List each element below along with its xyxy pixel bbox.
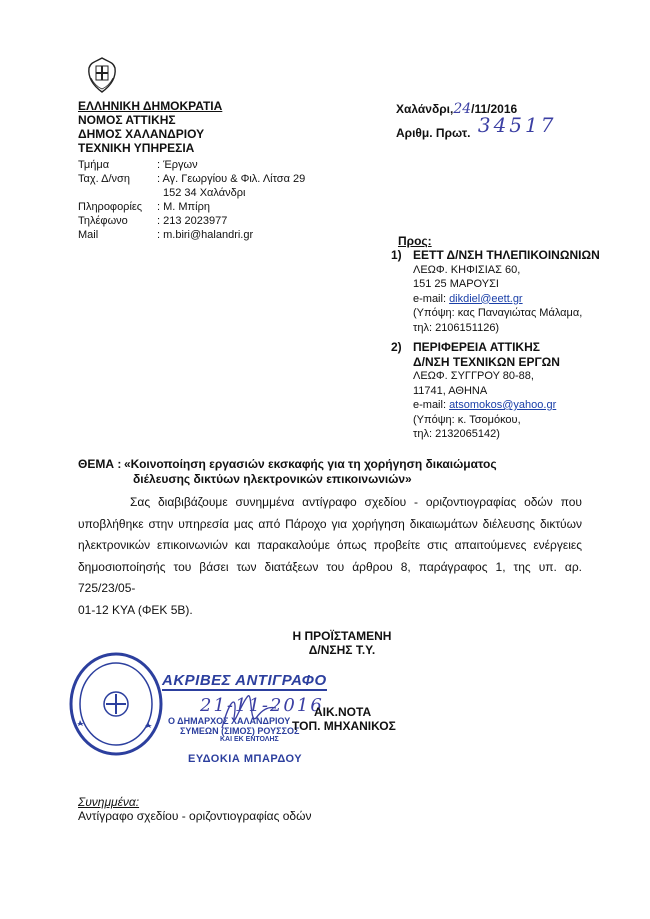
recipient-2-email-link[interactable]: atsomokos@yahoo.gr: [449, 399, 557, 411]
issuer-department: ΤΕΧΝΙΚΗ ΥΠΗΡΕΣΙΑ: [78, 141, 195, 155]
contact-table: [78, 158, 305, 242]
contact-value: 152 34 Χαλάνδρι: [163, 187, 246, 199]
contact-label: Τμήμα: [78, 159, 110, 171]
recipient-1-email-row: [413, 292, 600, 307]
signatory-title-1: Η ΠΡΟΪΣΤΑΜΕΝΗ: [292, 629, 392, 643]
stamp-title: ΑΚΡΙΒΕΣ ΑΝΤΙΓΡΑΦΟ: [162, 672, 327, 689]
recipient-1-email-link[interactable]: dikdiel@eett.gr: [449, 292, 523, 305]
body-line: ηλεκτρονικών επικοινωνιών και παρακαλούμε όπως προβείτε στις απαιτούμενες ενέργειες: [78, 538, 582, 552]
body-line: υποβλήθηκε στην υπηρεσία μας από Πάροχο για χορήγηση δικαιωμάτων διέλευσης δικτύων: [78, 516, 582, 531]
contact-label: Mail: [78, 229, 99, 241]
recipient-1-phone: τηλ: 2106151126): [413, 321, 500, 334]
recipient-2-email-row: [413, 398, 560, 413]
municipal-seal-stamp: [66, 650, 166, 758]
signatory-name: ΑΙΚ.ΝΟΤΑ: [314, 705, 372, 719]
signatory-role: ΤΟΠ. ΜΗΧΑΝΙΚΟΣ: [292, 719, 396, 733]
body-line: Σας διαβιβάζουμε συνημμένα αντίγραφο σχεδίου - οριζοντιογραφίας οδών που: [130, 495, 582, 509]
stamp-line-1: Ο ΔΗΜΑΡΧΟΣ ΧΑΛΑΝΔΡΙΟΥ: [168, 716, 291, 726]
recipient-2-phone: τηλ: 2132065142): [413, 428, 500, 440]
issuer-block: [78, 99, 222, 155]
protocol-number-handwritten: 34517: [477, 113, 557, 137]
signatory: [292, 705, 396, 733]
subject-line-1: «Κοινοποίηση εργασιών εκσκαφής για τη χορήγηση δικαιώματος: [124, 457, 497, 471]
handwritten-signature: [212, 688, 282, 736]
date-rest: /11/2016: [471, 102, 518, 116]
recipient-2: [413, 340, 560, 442]
recipient-2-number: 2): [391, 340, 402, 354]
recipient-2-city: 11741, ΑΘΗΝΑ: [413, 384, 488, 397]
recipient-2-attention: (Υπόψη: κ. Τσομόκου,: [413, 413, 521, 426]
recipients-heading: Προς:: [398, 234, 432, 248]
body-line: 01-12 ΚΥΑ (ΦΕΚ 5Β).: [78, 602, 193, 617]
contact-value: : Έργων: [157, 159, 198, 171]
stamp-handwritten-date: 21-11-2016: [200, 695, 324, 716]
contact-value: : Μ. Μπίρη: [157, 201, 210, 213]
issuer-municipality: ΔΗΜΟΣ ΧΑΛΑΝΔΡΙΟΥ: [78, 127, 205, 141]
contact-value: : 213 2023977: [157, 215, 228, 227]
issuer-country: ΕΛΛΗΝΙΚΗ ΔΗΜΟΚΡΑΤΙΑ: [78, 99, 223, 113]
contact-label: Πληροφορίες: [78, 201, 143, 213]
date-label: Χαλάνδρι,: [396, 102, 454, 116]
recipient-2-address: ΛΕΩΦ. ΣΥΓΓΡΟΥ 80-88,: [413, 370, 534, 382]
contact-value: : m.biri@halandri.gr: [157, 229, 254, 241]
recipient-2-name-2: Δ/ΝΣΗ ΤΕΧΝΙΚΩΝ ΕΡΓΩΝ: [413, 354, 560, 369]
date-hand-day: 24: [453, 101, 472, 117]
recipient-1-name: ΕΕΤΤ Δ/ΝΣΗ ΤΗΛΕΠΙΚΟΙΝΩΝΙΩΝ: [413, 248, 600, 262]
body-line: δημοσιοποίησής του βάσει των διατάξεων του άρθρου 8, παράγραφος 1, της υπ. αρ. 725/23/05-: [78, 559, 582, 595]
recipient-1: [413, 248, 600, 335]
attachments-item: Αντίγραφο σχεδίου - οριζοντιογραφίας οδών: [78, 809, 312, 823]
contact-label: Τηλέφωνο: [78, 215, 128, 227]
email-label: e-mail:: [413, 399, 450, 411]
attachments-heading: Συνημμένα:: [78, 795, 140, 809]
issuer-prefecture: ΝΟΜΟΣ ΑΤΤΙΚΗΣ: [78, 113, 176, 127]
contact-value: : Αγ. Γεωργίου & Φιλ. Λίτσα 29: [157, 173, 306, 185]
recipient-1-attention: (Υπόψη: κας Παναγιώτας Μάλαμα,: [413, 307, 583, 319]
stamp-line-2: ΣΥΜΕΩΝ (ΣΙΜΟΣ) ΡΟΥΣΣΟΣ: [180, 726, 300, 736]
greek-emblem-icon: [85, 56, 119, 94]
stamp-name: ΕΥΔΟΚΙΑ ΜΠΑΡΔΟΥ: [188, 753, 303, 765]
subject-label: ΘΕΜΑ :: [78, 457, 122, 471]
stamp-line-3: ΚΑΙ ΕΚ ΕΝΤΟΛΗΣ: [220, 736, 279, 743]
contact-label: Ταχ. Δ/νση: [78, 173, 130, 185]
recipient-1-number: 1): [391, 248, 402, 262]
body-paragraph: [78, 492, 582, 621]
recipient-2-name-1: ΠΕΡΙΦΕΡΕΙΑ ΑΤΤΙΚΗΣ: [413, 340, 540, 354]
contact-label: [78, 186, 163, 200]
subject-line-2: διέλευσης δικτύων ηλεκτρονικών επικοινωνιών»: [133, 472, 412, 486]
attachments: [78, 795, 311, 823]
signatory-title-2: Δ/ΝΣΗΣ Τ.Υ.: [308, 643, 376, 657]
protocol-line: [396, 113, 557, 142]
protocol-label: Αριθμ. Πρωτ.: [396, 126, 471, 140]
recipient-1-city: 151 25 ΜΑΡΟΥΣΙ: [413, 278, 499, 290]
email-label: e-mail:: [413, 292, 450, 305]
recipient-1-address: ΛΕΩΦ. ΚΗΦΙΣΙΑΣ 60,: [413, 263, 521, 276]
signatory-title: [292, 629, 392, 657]
